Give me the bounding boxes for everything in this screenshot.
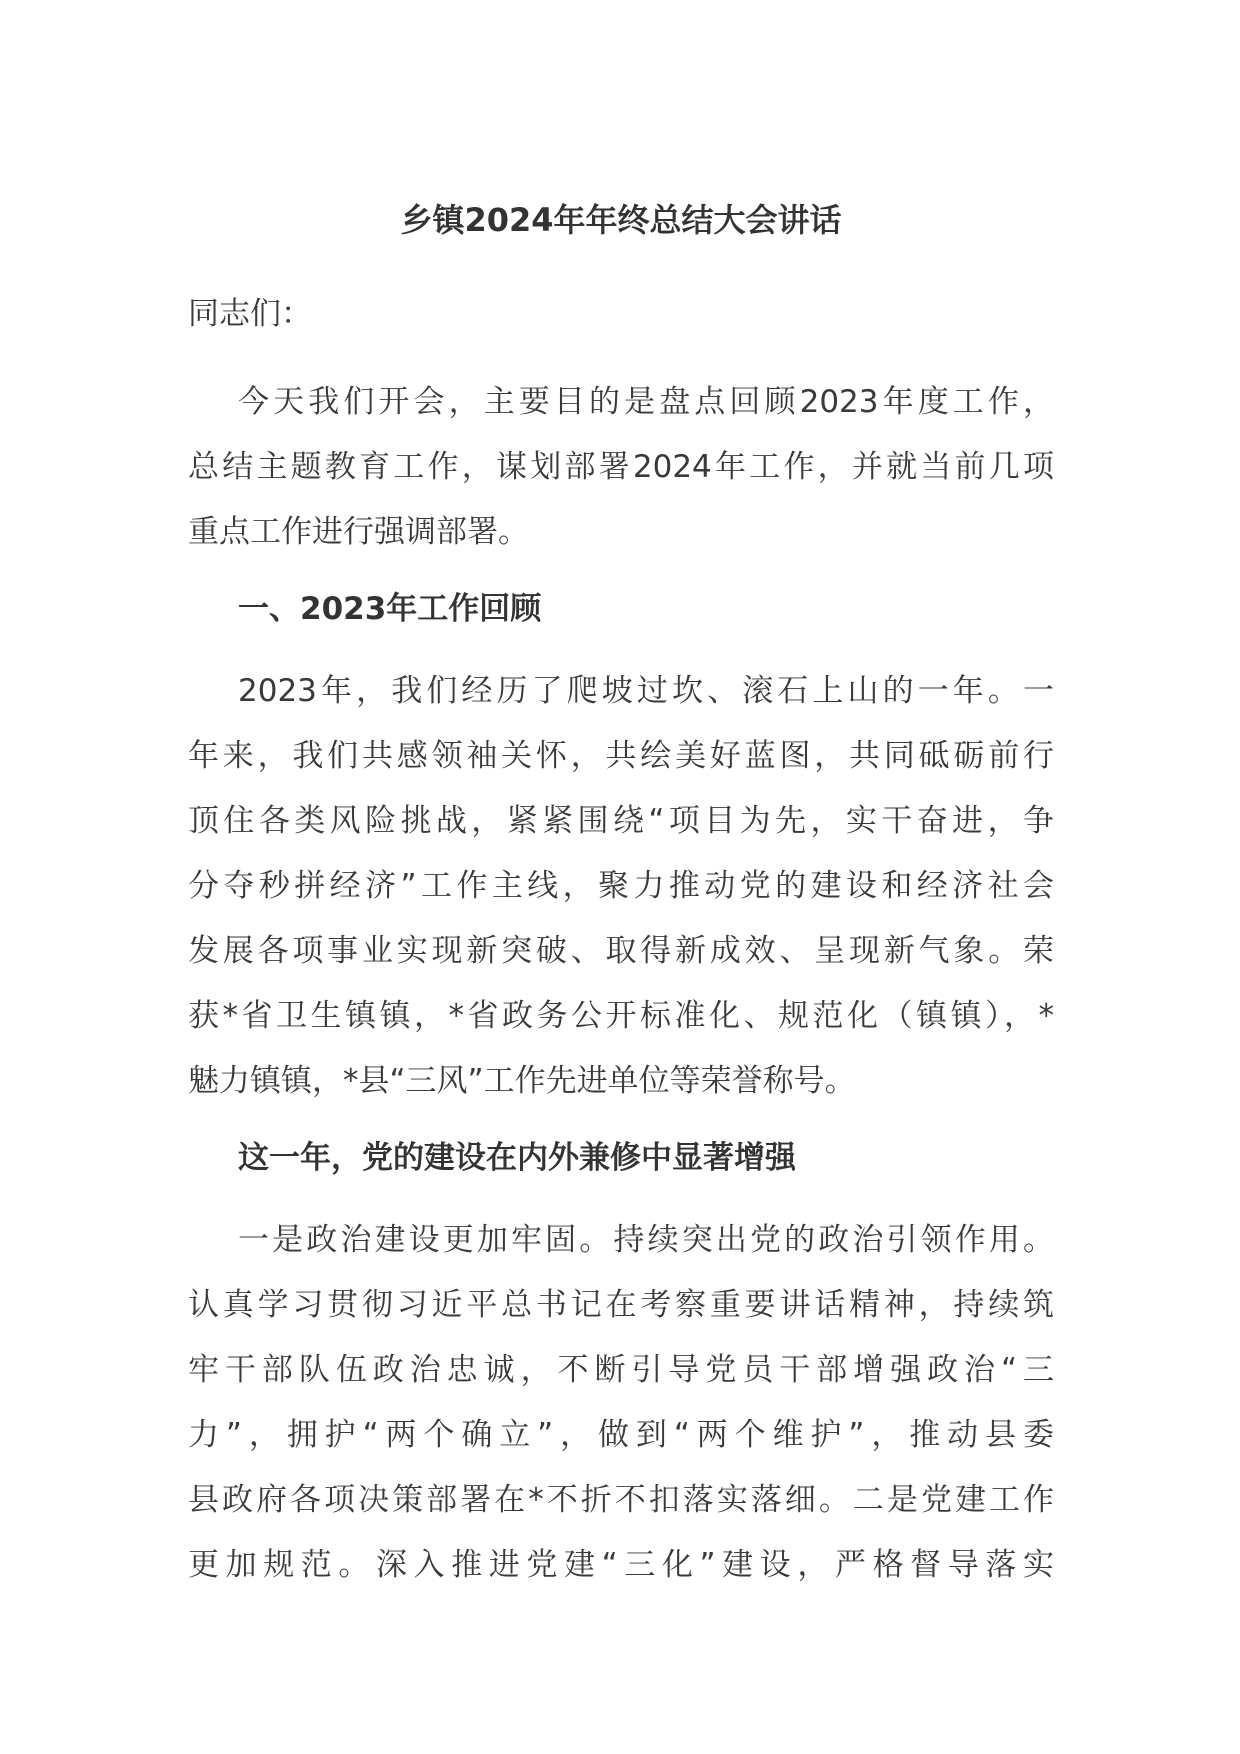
paragraph-opening xyxy=(188,370,1054,565)
paragraph-line: 牢干部队伍政治忠诚，不断引导党员干部增强政治“三 xyxy=(188,1352,1054,1388)
paragraph-line: 发展各项事业实现新突破、取得新成效、呈现新气象。荣 xyxy=(188,933,1054,969)
paragraph-line: 顶住各类风险挑战，紧紧围绕“项目为先，实干奋进，争 xyxy=(188,803,1054,839)
paragraph-review xyxy=(188,659,1054,1114)
salutation: 同志们： xyxy=(188,296,312,332)
paragraph-line: 分夺秒拼经济”工作主线，聚力推动党的建设和经济社会 xyxy=(188,868,1054,904)
paragraph-line: 总结主题教育工作，谋划部署2024年工作，并就当前几项 xyxy=(188,449,1054,485)
document-body xyxy=(188,196,1054,1618)
paragraph-line: 县政府各项决策部署在*不折不扣落实落细。二是党建工作 xyxy=(188,1482,1054,1518)
paragraph-line: 一是政治建设更加牢固。持续突出党的政治引领作用。 xyxy=(238,1222,1054,1258)
paragraph-line: 认真学习贯彻习近平总书记在考察重要讲话精神，持续筑 xyxy=(188,1287,1054,1323)
paragraph-line: 魅力镇镇，*县“三风”工作先进单位等荣誉称号。 xyxy=(188,1063,856,1099)
document-title: 乡镇2024年年终总结大会讲话 xyxy=(400,201,842,239)
section-heading-party-building: 这一年，党的建设在内外兼修中显著增强 xyxy=(238,1140,796,1176)
paragraph-line: 今天我们开会，主要目的是盘点回顾2023年度工作， xyxy=(238,384,1054,420)
paragraph-line: 2023年，我们经历了爬坡过坎、滚石上山的一年。一 xyxy=(238,673,1054,709)
paragraph-line: 更加规范。深入推进党建“三化”建设，严格督导落实 xyxy=(188,1547,1054,1583)
section-heading-review: 一、2023年工作回顾 xyxy=(238,591,542,627)
paragraph-line: 获*省卫生镇镇，*省政务公开标准化、规范化（镇镇），* xyxy=(188,998,1054,1034)
paragraph-line: 力”，拥护“两个确立”，做到“两个维护”，推动县委 xyxy=(188,1417,1054,1453)
paragraph-party-building xyxy=(188,1208,1054,1598)
paragraph-line: 重点工作进行强调部署。 xyxy=(188,514,529,550)
paragraph-line: 年来，我们共感领袖关怀，共绘美好蓝图，共同砥砺前行 xyxy=(188,738,1054,774)
